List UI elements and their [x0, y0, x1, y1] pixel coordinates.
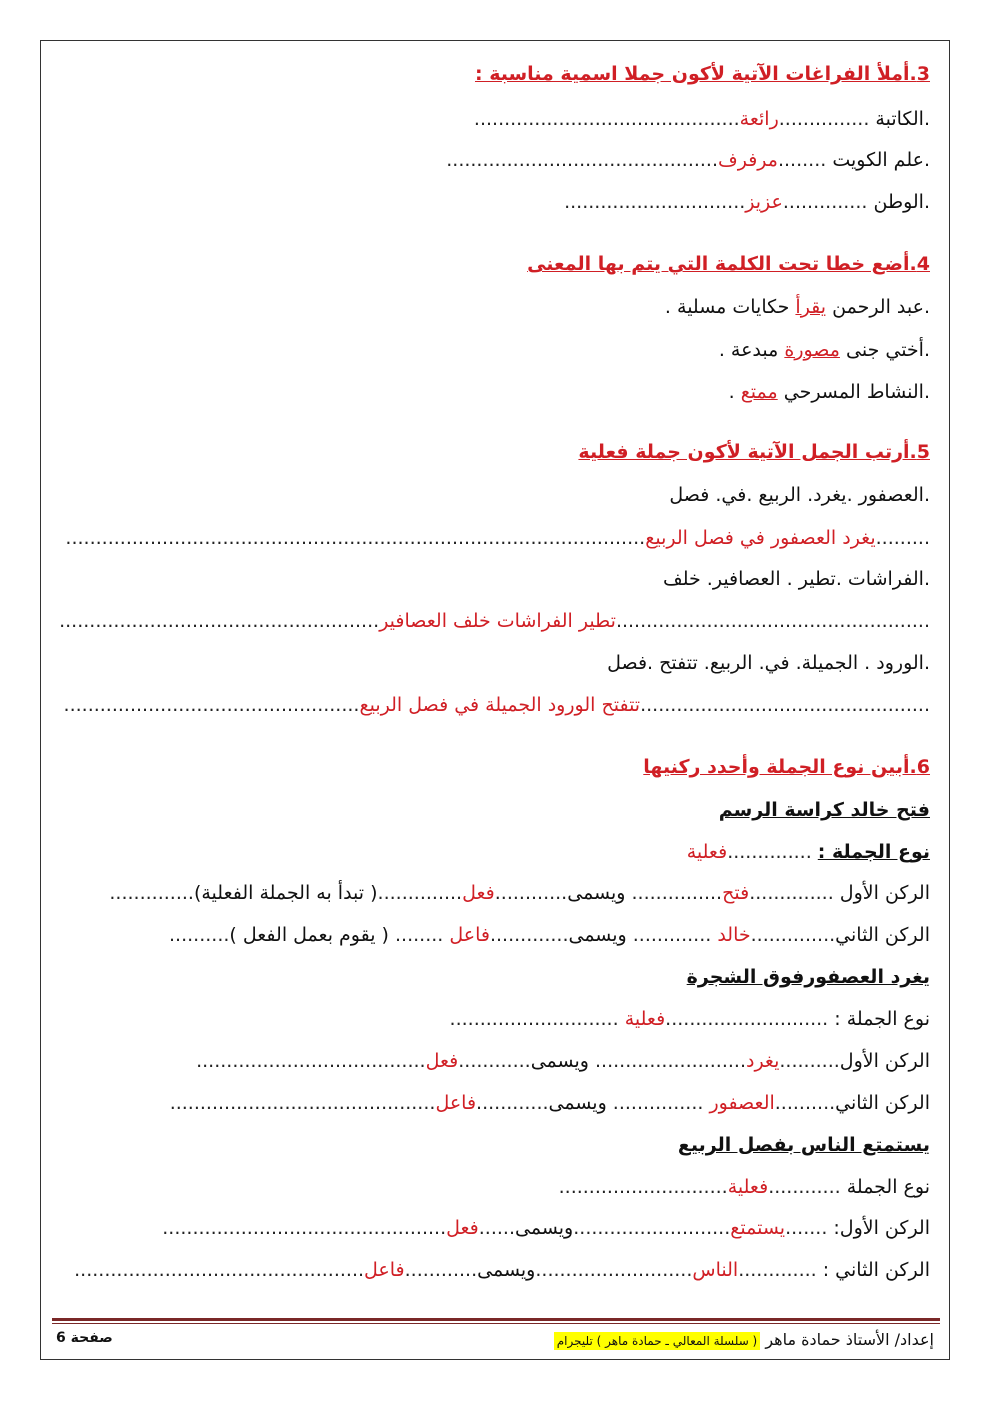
q6-block-3-type — [60, 1173, 930, 1201]
q3-row-3 — [60, 188, 930, 216]
q5-item-2-dots1: .................................................... — [615, 610, 930, 632]
q5-item-3-dots2: ................................................. — [63, 694, 360, 716]
q5-item-1-dots1: ......... — [875, 527, 930, 549]
q6-block-3-r1-dots2: .......................... — [573, 1217, 731, 1239]
q6-block-2-r1-dots4: ...................................... — [196, 1050, 426, 1072]
q6-block-3-r2-role: فاعل — [364, 1259, 405, 1281]
q3-row-3-dots2: .............................. — [564, 191, 746, 213]
q5-item-1-words: .العصفور .يغرد. الربيع .في. فصل — [669, 484, 930, 506]
q6-block-3-r2-dots3: ............ — [404, 1259, 478, 1281]
footer-credit — [554, 1330, 934, 1349]
q5-item-3-answer: تتفتح الورود الجميلة في فصل الربيع — [359, 694, 641, 716]
q6-block-1-r2-role: فاعل — [449, 924, 490, 946]
q6-block-2-sentence: يغرد العصفورفوق الشجرة — [686, 966, 930, 988]
q6-block-1-r1-dots1: .............. — [749, 882, 834, 904]
q6-block-2-r1 — [60, 1047, 930, 1075]
q3-row-1-start: .الكاتبة — [869, 108, 930, 130]
q3-row-3-start: .الوطن — [867, 191, 930, 213]
q6-block-3-type-label: نوع الجملة — [840, 1176, 930, 1198]
q6-block-1-r2-dots1: .............. — [750, 924, 836, 946]
q6-block-2-r2-dots3: ............ — [476, 1092, 549, 1114]
q5-item-2-answer-line — [60, 607, 930, 635]
q6-block-1-r2-called: ويسمى — [568, 924, 627, 946]
q6-block-3-sentence: يستمتع الناس بفصل الربيع — [677, 1134, 930, 1156]
q3-row-1-answer: رائعة — [739, 108, 779, 130]
q6-block-3-r1-called: ويسمى — [515, 1217, 574, 1239]
q3-row-2-dots1: ........ — [777, 149, 827, 171]
q4-row-3-end: . — [728, 381, 741, 403]
q6-title: 6.أبين نوع الجملة وأحدد ركنيها — [643, 756, 930, 778]
q4-row-2-start: .أختي جنى — [839, 339, 930, 361]
q5-item-2-dots2: ..................................................... — [59, 610, 380, 632]
q4-row-2-end: مبدعة . — [718, 339, 785, 361]
q6-block-2-r2-called: ويسمى — [548, 1092, 607, 1114]
q6-block-2-type-label: نوع الجملة : — [828, 1008, 930, 1030]
q6-block-1-r1-dots2: ............... — [625, 882, 723, 904]
q6-block-1-type-answer: فعلية — [686, 841, 728, 863]
q6-block-3-type-answer: فعلية — [727, 1176, 769, 1198]
q6-block-3-r1-dots1: ....... — [785, 1217, 828, 1239]
q4-row-2 — [60, 336, 930, 364]
q5-title: 5.أرتب الجمل الآتية لأكون جملة فعلية — [578, 441, 930, 463]
q5-item-1-answer: يغرد العصفور في فصل الربيع — [645, 527, 876, 549]
q6-block-2-r2-answer: العصفور — [709, 1092, 775, 1114]
q6-block-1-type — [60, 838, 930, 866]
q6-block-2-r2-dots4: ............................................ — [169, 1092, 436, 1114]
q3-title: 3.أملأ الفراغات الآتية لأكون جملا اسمية مناسبة : — [474, 63, 930, 85]
q4-row-1-end: حكايات مسلية . — [664, 296, 796, 318]
q4-row-3-answer: ممتع — [740, 381, 778, 403]
q6-block-2-r2 — [60, 1089, 930, 1117]
q5-item-3-dots1: ................................................ — [640, 694, 930, 716]
q6-block-1-r1-note: ( تبدأ به الجملة الفعلية) — [193, 882, 378, 904]
q6-block-1-r1 — [60, 879, 930, 907]
q6-block-1-type-dots1: .............. — [727, 841, 818, 863]
q4-row-1-start: .عبد الرحمن — [826, 296, 930, 318]
footer-rule-thick — [52, 1318, 940, 1321]
q6-block-2-type-dots1: ........................... — [665, 1008, 829, 1030]
q3-row-3-answer: عزيز — [745, 191, 783, 213]
q6-block-2-r2-label: الركن الثاني — [835, 1092, 930, 1114]
q4-row-2-answer: مصورة — [784, 339, 840, 361]
q3-row-3-dots1: .............. — [782, 191, 868, 213]
q6-block-2-r1-dots2: ......................... — [588, 1050, 746, 1072]
footer-channel: ( سلسلة المعالي ـ حمادة ماهر ) تليجرام — [554, 1332, 761, 1350]
q6-block-3-r2-dots2: .......................... — [535, 1259, 693, 1281]
page-number: صفحة 6 — [56, 1330, 113, 1346]
q3-row-1-dots2: ............................................ — [473, 108, 740, 130]
q4-row-1-answer: يقرأ — [795, 296, 827, 318]
q5-item-1-dots2: ................................................................................................ — [65, 527, 646, 549]
footer-author: إعداد/ الأستاذ حمادة ماهر — [765, 1330, 934, 1349]
q4-row-3 — [60, 378, 930, 406]
q4-row-1 — [60, 293, 930, 321]
q6-block-1-r2-dots2: ............. — [626, 924, 718, 946]
q3-row-1 — [60, 105, 930, 133]
q5-item-2-answer: تطير الفراشات خلف العصافير — [379, 610, 616, 632]
q6-block-1-r2-dots5: .......... — [169, 924, 230, 946]
q3-row-1-dots1: ............... — [778, 108, 870, 130]
q6-block-3-r2-called: ويسمى — [477, 1259, 536, 1281]
q6-block-3-r1-role: فعل — [446, 1217, 479, 1239]
q6-block-2-type-answer: فعلية — [624, 1008, 666, 1030]
q6-block-2-type-dots2: ............................ — [449, 1008, 625, 1030]
q3-row-2-start: .علم الكويت — [826, 149, 930, 171]
q3-row-2-answer: مرفرف — [718, 149, 778, 171]
q6-block-1-r2-dots3: ............. — [489, 924, 569, 946]
q6-block-3-type-dots1: ............ — [768, 1176, 841, 1198]
q6-block-3-r1-answer: يستمتع — [730, 1217, 786, 1239]
q6-block-3-r2-label: الركن الثاني : — [816, 1259, 930, 1281]
q3-row-2 — [60, 146, 930, 174]
q6-block-1-r2 — [60, 921, 930, 949]
q5-item-1-answer-line — [60, 524, 930, 552]
q6-block-2-r2-dots1: .......... — [774, 1092, 836, 1114]
q6-block-1-r1-dots5: .............. — [109, 882, 194, 904]
q6-block-1-type-label: نوع الجملة : — [817, 841, 930, 863]
q6-block-3-r2-dots1: ............. — [738, 1259, 817, 1281]
q6-block-2-type — [60, 1005, 930, 1033]
q6-block-3-r1-dots3: ...... — [478, 1217, 515, 1239]
footer-rule-thin — [52, 1323, 940, 1324]
q6-block-2-r1-dots1: .......... — [779, 1050, 840, 1072]
q6-block-1-r2-dots4: ........ — [388, 924, 450, 946]
q6-block-1-r2-label: الركن الثاني — [835, 924, 930, 946]
q4-row-3-start: .النشاط المسرحي — [777, 381, 930, 403]
q6-block-2-r2-dots2: ............... — [606, 1092, 710, 1114]
q6-block-3-r1-label: الركن الأول: — [827, 1217, 930, 1239]
q6-block-1-sentence: فتح خالد كراسة الرسم — [718, 799, 930, 821]
q6-block-3-r1-dots4: ............................................... — [162, 1217, 447, 1239]
q6-block-1-r1-label: الركن الأول — [833, 882, 930, 904]
q6-block-1-r1-dots4: .............. — [377, 882, 463, 904]
q6-block-2-r2-role: فاعل — [435, 1092, 477, 1114]
q5-item-2-words: .الفراشات .تطير . العصافير. خلف — [663, 568, 930, 590]
q6-block-2-r1-dots3: ............ — [458, 1050, 531, 1072]
q3-row-2-dots2: ............................................. — [446, 149, 719, 171]
q6-block-1-r2-answer: خالد — [717, 924, 751, 946]
q6-block-3-r2 — [60, 1256, 930, 1284]
q6-block-1-r1-called: ويسمى — [567, 882, 626, 904]
q6-block-2-r1-role: فعل — [425, 1050, 459, 1072]
q6-block-3-r2-answer: الناس — [692, 1259, 739, 1281]
q6-block-1-r1-role: فعل — [462, 882, 495, 904]
q6-block-3-r2-dots4: ................................................ — [74, 1259, 365, 1281]
q4-title: 4.أضع خطا تحت الكلمة التي يتم بها المعنى — [527, 253, 930, 275]
q6-block-3-r1 — [60, 1214, 930, 1242]
q6-block-3-type-dots2: ............................ — [558, 1176, 728, 1198]
q6-block-2-r1-called: ويسمى — [530, 1050, 589, 1072]
q5-item-3-words: .الورود . الجميلة. في. الربيع. تتفتح .فصل — [607, 652, 930, 674]
q6-block-1-r1-answer: فتح — [722, 882, 750, 904]
q6-block-2-r1-answer: يغرد — [745, 1050, 780, 1072]
q6-block-1-r2-note: ( يقوم بعمل الفعل ) — [229, 924, 389, 946]
q6-block-2-r1-label: الركن الأول — [839, 1050, 930, 1072]
q5-item-3-answer-line — [60, 691, 930, 719]
q6-block-1-r1-dots3: ............ — [494, 882, 568, 904]
